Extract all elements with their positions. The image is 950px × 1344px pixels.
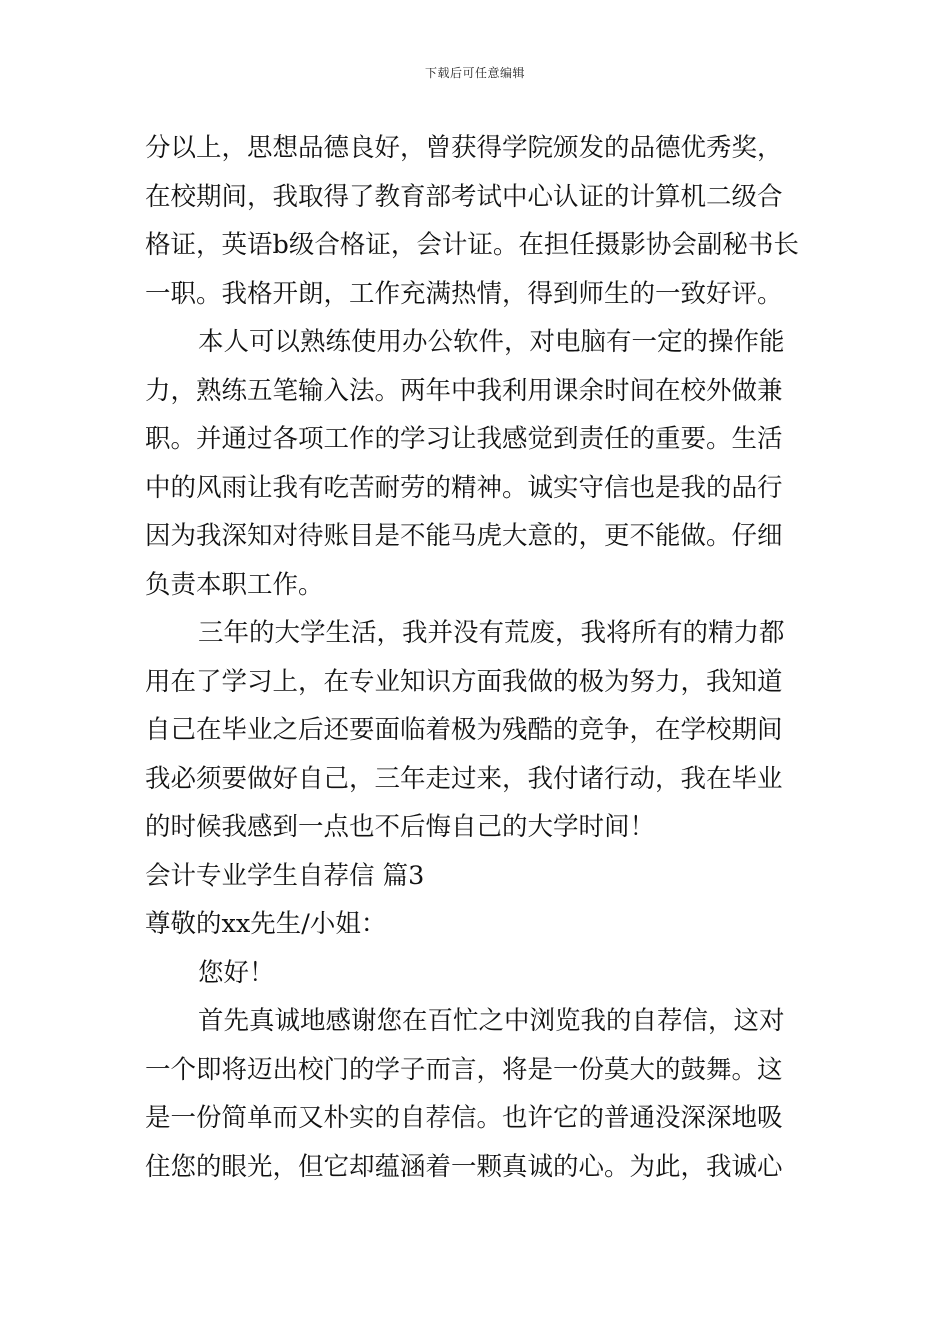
text-line: 是一份简单而又朴实的自荐信。也许它的普通没深深地吸 [145,1103,783,1133]
text-line: 因为我深知对待账目是不能马虎大意的，更不能做。仔细 [145,521,783,551]
text-line: 自己在毕业之后还要面临着极为残酷的竞争，在学校期间 [145,715,783,745]
text-line: 职。并通过各项工作的学习让我感觉到责任的重要。生活 [145,424,783,454]
page-header: 下载后可任意编辑 [424,66,525,80]
text-line: 一个即将迈出校门的学子而言，将是一份莫大的鼓舞。这 [145,1054,783,1085]
text-line: 负责本职工作。 [145,569,324,600]
text-line: 分以上，思想品德良好，曾获得学院颁发的品德优秀奖， [145,133,783,163]
paragraph-start-line: 首先真诚地感谢您在百忙之中浏览我的自荐信，这对 [198,1006,785,1036]
text-line: 力，熟练五笔输入法。两年中我利用课余时间在校外做兼 [145,375,783,406]
text-line: 一职。我格开朗，工作充满热情，得到师生的一致好评。 [145,278,783,309]
text-line: 格证，英语b级合格证，会计证。在担任摄影协会副秘书长 [145,230,799,260]
salutation: 尊敬的xx先生/小姐： [145,909,387,939]
text-line: 在校期间，我取得了教育部考试中心认证的计算机二级合 [145,181,783,212]
text-line: 的时候我感到一点也不后悔自己的大学时间！ [145,812,656,842]
paragraph-start-line: 三年的大学生活，我并没有荒废，我将所有的精力都 [198,618,785,648]
text-line: 中的风雨让我有吃苦耐劳的精神。诚实守信也是我的品行 [145,472,783,503]
text-line: 住您的眼光，但它却蕴涵着一颗真诚的心。为此，我诚心 [145,1151,783,1182]
paragraph-start-line: 本人可以熟练使用办公软件，对电脑有一定的操作能 [198,327,785,357]
document-body [145,124,813,1191]
text-line: 用在了学习上，在专业知识方面我做的极为努力，我知道 [145,666,783,697]
greeting: 您好！ [198,957,275,988]
section-heading: 会计专业学生自荐信 篇3 [145,860,425,891]
text-line: 我必须要做好自己，三年走过来，我付诸行动，我在毕业 [145,763,783,794]
